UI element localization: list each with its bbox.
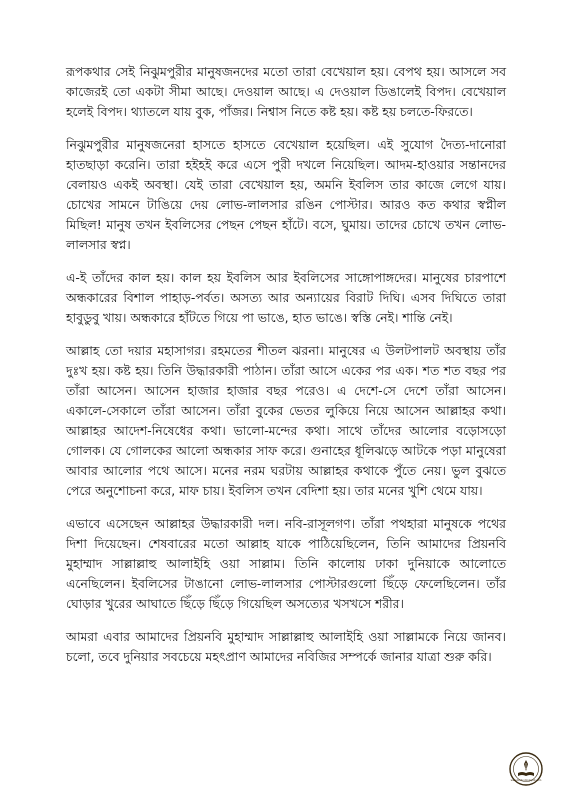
- paragraph-3: এ-ই তাঁদের কাল হয়। কাল হয় ইবলিস আর ইবলিসের সাঙ্গোপাঙ্গদের। মানুষের চারপাশে অন্ধকারের বিশাল পাহাড়-পর্বত। অসত্য আর অন্যায়ের বিরাট দিঘি। এসব দিঘিতে তারা হাবুডুবু খায়। অন্ধকারে হাঁটতে গিয়ে পা ভাঙে, হাত ভাঙে। স্বস্তি নেই। শান্তি নেই।: [66, 270, 506, 325]
- paragraph-4: আল্লাহ তো দয়ার মহাসাগর। রহমতের শীতল ঝরনা। মানুষের এ উলটপালট অবস্থায় তাঁর দুঃখ হয়। কষ্ট হয়। তিনি উদ্ধারকারী পাঠান। তাঁরা আসে একের পর এক। শত শত বছর পর তাঁরা আসেন। আসেন হাজার হাজার বছর পরেও। এ দেশে-সে দেশে তাঁরা আসেন। একালে-সেকালে তাঁরা আসেন। তাঁরা বুকের ভেতর লুকিয়ে নিয়ে আসেন আল্লাহর কথা। আল্লাহর আদেশ-নিষেধের কথা। ভালো-মন্দের কথা। সাথে তাঁদের আলোর বড়োসড়ো গোলক। যে গোলকের আলো অন্ধকার সাফ করে। গুনাহের ধূলিঝড়ে আটকে পড়া মানুষেরা আবার আলোর পথে আসে। মনের নরম ঘরটায় আল্লাহর কথাকে পুঁতে নেয়। ভুল বুঝতে পেরে অনুশোচনা করে, মাফ চায়। ইবলিস তখন বেদিশা হয়। তার মনের খুশি থেমে যায়।: [66, 343, 506, 498]
- paragraph-2: নিঝুমপুরীর মানুষজনেরা হাসতে হাসতে বেখেয়াল হয়েছিল। এই সুযোগ দৈত্য-দানোরা হাতছাড়া করেনি। তারা হইহই করে এসে পুরী দখলে নিয়েছিল। আদম-হাওয়ার সন্তানদের বেলায়ও একই অবস্থা। যেই তারা বেখেয়াল হয়, অমনি ইবলিস তার কাজে লেগে যায়। চোখের সামনে টাঙিয়ে দেয় লোভ-লালসার রঙিন পোস্টার। আরও কত কথার স্বপ্নীল মিছিল! মানুষ তখন ইবলিসের পেছন পেছন হাঁটে। বসে, ঘুমায়। তাদের চোখে তখন লোভ-লালসার স্বপ্ন।: [66, 137, 506, 252]
- book-pen-logo-icon: [509, 752, 543, 786]
- document-body: [66, 62, 506, 680]
- paragraph-1: রূপকথার সেই নিঝুমপুরীর মানুষজনদের মতো তারা বেখেয়াল হয়। বেপথ হয়। আসলে সব কাজেরই তো একটা সীমা আছে। দেওয়াল আছে। এ দেওয়াল ডিঙালেই বিপদ। বেখেয়াল হলেই বিপদ। থ্যাতলে যায় বুক, পাঁজর। নিশ্বাস নিতে কষ্ট হয়। কষ্ট হয় চলতে-ফিরতে।: [66, 64, 506, 119]
- paragraph-6: আমরা এবার আমাদের প্রিয়নবি মুহাম্মাদ সাল্লাল্লাহু আলাইহি ওয়া সাল্লামকে নিয়ে জানব। চলো, তবে দুনিয়ার সবচেয়ে মহৎপ্রাণ আমাদের নবিজির সম্পর্কে জানার যাত্রা শুরু করি।: [66, 629, 506, 664]
- paragraph-5: এভাবে এসেছেন আল্লাহর উদ্ধারকারী দল। নবি-রাসূলগণ। তাঁরা পথহারা মানুষকে পথের দিশা দিয়েছেন। শেষবারের মতো আল্লাহ যাকে পাঠিয়েছিলেন, তিনি আমাদের প্রিয়নবি মুহাম্মাদ সাল্লাল্লাহু আলাইহি ওয়া সাল্লাম। তিনি কালোয় ঢাকা দুনিয়াকে আলোতে এনেছিলেন। ইবলিসের টাঙানো লোভ-লালসার পোস্টারগুলো ছিঁড়ে ফেলেছিলেন। তাঁর ঘোড়ার খুরের আঘাতে ছিঁড়ে ছিঁড়ে গিয়েছিল অসত্যের খসখসে শরীর।: [66, 516, 506, 611]
- logo-url-text: www.boiboi.blogspot.com: [510, 779, 542, 782]
